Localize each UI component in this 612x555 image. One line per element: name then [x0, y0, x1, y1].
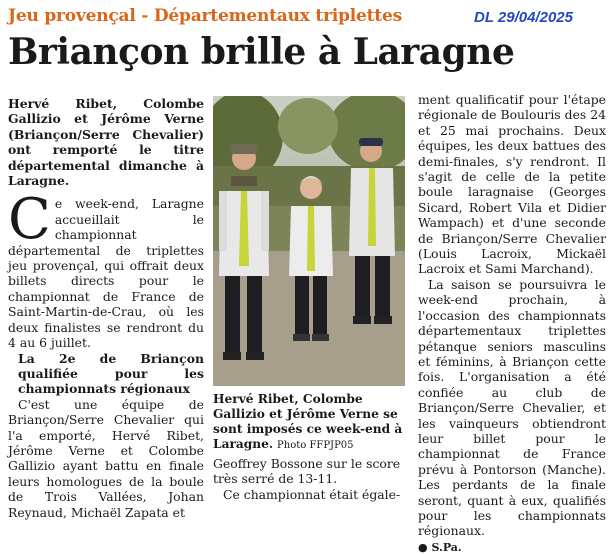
column-2-paragraph: Ce championnat était égale- — [223, 486, 401, 502]
column-3-paragraph-2: La saison se poursuivra le week-end prochain, à l'occasion des championnats départementaux triplettes pétanque seniors masculins et féminins, à Briançon cette fois. L'organisation a été confiée au club de Briançon/Serre Chevalier, et les vainqueurs obtiendront leur billet pour le championnat de France prévu à Pontorson (Manche). Les perdants de la finale seront, quant à eux, qualifiés pour les championnats régionaux. — [418, 276, 606, 539]
lead-paragraph — [8, 187, 204, 351]
column-2-text — [213, 456, 407, 502]
photo-caption — [213, 392, 407, 453]
column-3-paragraph-1: ment qualificatif pour l'étape régionale de Boulouris des 24 et 25 mai prochains. Deux équipes, les deux battues des demi-finales, s'y rendront. Il s'agit de celle de la petite boule laragnaise (Georges Sicard, Robert Vila et Didier Wampach) et d'une seconde de Briançon/Serre Chevalier (Louis Lacroix, Mickaël Lacroix et Sami Marchand). — [418, 92, 606, 277]
drop-cap: C — [8, 187, 51, 253]
team-photo — [213, 96, 405, 386]
source-date-tag: DL 29/04/2025 — [474, 9, 573, 26]
signature: ● S.Pa. — [418, 540, 462, 554]
column-3 — [418, 92, 606, 555]
lead-text: e week-end, Laragne accueillait le championnat départemental de triplettes jeu provençal, qui offrait deux billets directs pour le championnat de France de Saint-Martin-de-Crau, où les deux finalistes se rendront du 4 au 6 juillet. — [8, 196, 204, 351]
paragraph-2: C'est une équipe de Briançon/Serre Chevalier qui l'a emporté, Hervé Ribet, Jérôme Verne et Colombe Gallizio ayant battu en finale leurs homologues de la boule de Trois Vallées, Johan Reynaud, Michaël Zapata et — [8, 396, 204, 520]
article-headline: Briançon brille à Laragne — [8, 31, 515, 73]
section-rubric: Jeu provençal - Départementaux triplettes — [8, 6, 402, 26]
column-2-paragraph-end: Geoffrey Bossone sur le score très serré de 13-11. — [213, 456, 401, 487]
column-1 — [8, 96, 204, 520]
signature-text: S.Pa. — [431, 540, 462, 554]
article-subhead: La 2e de Briançon qualifiée pour les championnats régionaux — [18, 350, 204, 397]
photo-credit: Photo FFPJP05 — [277, 440, 354, 451]
article-chapo: Hervé Ribet, Colombe Gallizio et Jérôme Verne (Briançon/Serre Chevalier) ont remporté le titre départemental dimanche à Laragne. — [8, 96, 204, 189]
photo-caption-text: Hervé Ribet, Colombe Gallizio et Jérôme Verne se sont imposés ce week-end à Laragne. — [213, 392, 403, 451]
